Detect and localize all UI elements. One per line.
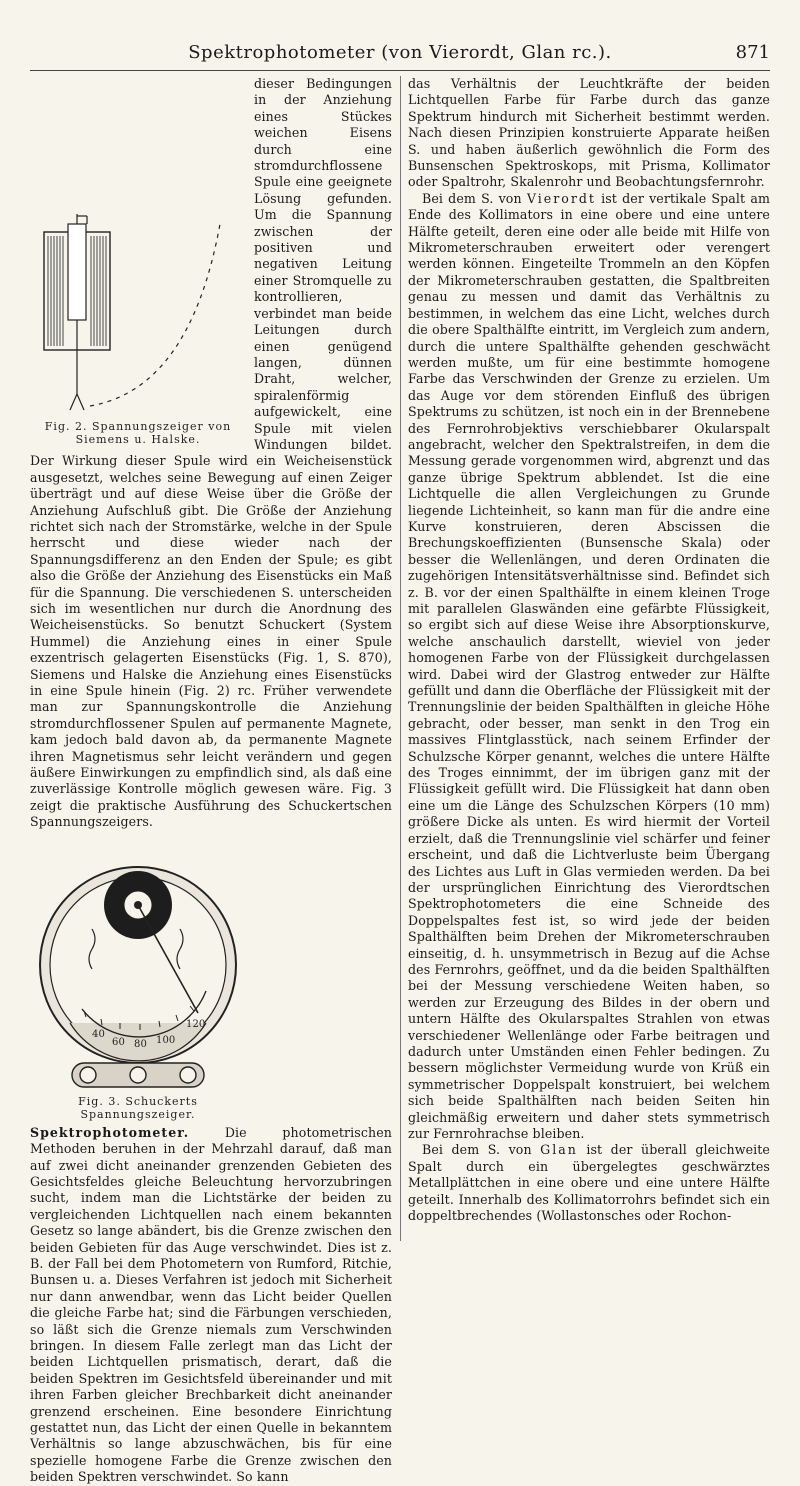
paragraph-continuation: das Verhältnis der Leuchtkräfte der beiden Lichtquellen Farbe für Farbe durch das ganze Spektrum hindurch mit Sicherheit bestimmt werden. Nach diesen Prinzipien konstruierte Apparate heißen S. und haben äußerlich gewöhnlich die Form des Bunsenschen Spektroskops, mit Prisma, Kollimator oder Spaltrohr, Skalenrohr und Beobachtungsfernrohr.	[408, 76, 770, 190]
vierordt-text: ist der vertikale Spalt am Ende des Kollimators in eine obere und eine untere Hälfte geteilt, deren eine oder alle beide mit Hilfe von Mikrometerschrauben erweitert oder verengert werden können. Eingeteilte Trommeln an den Köpfen der Mikrometerschrauben gestatten, die Spaltbreiten genau zu messen und damit das Verhältnis zu bestimmen, in welchem das eine Licht, welches durch die obere Spalthälfte eintritt, im Vergleich zum andern, durch die untere Spalthälfte gehenden geschwächt werden mußte, um für eine bestimmte homogene Farbe das Verschwinden der Grenze zu erzielen. Um das Auge vor dem störenden Einfluß des übrigen Spektrums zu schützen, ist noch ein in der Brennebene des Fernrohrobjektivs verschiebbarer Okularspalt angebracht, welcher den Spektralstreifen, in dem die Messung gerade vorgenommen wird, abgrenzt und das ganze übrige Spektrum abblendet. Ist die eine Lichtquelle die allen Vergleichungen zu Grunde liegende Lichteinheit, so kann man für die andre eine Kurve konstruieren, deren Abscissen die Brechungskoeffizienten (Bunsensche Skala) oder besser die Wellenlängen, und deren Ordinaten die zugehörigen Intensitätsverhältnisse sind. Befindet sich z. B. vor der einen Spalthälfte in einem kleinen Troge mit parallelen Glaswänden eine gefärbte Flüssigkeit, so ergibt sich auf diese Weise ihre Absorptionskurve, welche anschaulich darstellt, wieviel von jeder homogenen Farbe von der Flüssigkeit durchgelassen wird. Dabei wird der Glastrog entweder zur Hälfte gefüllt und dann die Oberfläche der Flüssigkeit mit der Trennungslinie der beiden Spalthälften in gleiche Höhe gebracht, oder besser, man senkt in den Trog ein massives Flintglasstück, nach seinem Erfinder der Schulzsche Körper genannt, welches die untere Hälfte des Troges einnimmt, der im übrigen ganz mit der Flüssigkeit gefüllt wird. Die Flüssigkeit hat dann oben eine um die Länge des Schulzschen Körpers (10 mm) größere Dicke als unten. Es wird hiermit der Vorteil erzielt, daß die Trennungslinie viel schärfer und feiner erscheint, und daß die Lichtverluste beim Übergang des Lichtes aus Luft in Glas vermieden werden. Da bei der ursprünglichen Einrichtung des Vierordtschen Spektrophotometers die eine Schneide des Doppelspaltes fest ist, so wird jede der beiden Spalthälften beim Drehen der Mikrometerschrauben einseitig, d. h. unsymmetrisch in Bezug auf die Achse des Fernrohrs, geöffnet, und da die beiden Spalthälften bei der Messung verschiedene Weiten haben, so werden zur Erzeugung des Bildes in der obern und untern Hälfte des Okularspaltes Strahlen von etwas verschiedener Wellenlänge oder Farbe beitragen und dadurch unter Umständen einen Fehler bedingen. Zu bessern möglichster Vermeidung wurde von Krüß ein symmetrischer Doppelspalt konstruiert, bei welchem sich beide Spalthälften nach beiden Seiten hin gleichmäßig erweitern und daher stets symmetrisch zur Fernrohrachse bleiben.	[408, 190, 770, 1141]
name-glan: Glan	[540, 1142, 578, 1158]
scale-label-40: 40	[92, 1028, 105, 1040]
figure-3-caption: Fig. 3. Schuckerts Spannungszeiger.	[78, 1094, 198, 1121]
running-title: Spektrophotometer (von Vierordt, Glan rc.).	[188, 42, 612, 63]
glan-text: ist der überall gleichweite Spalt durch ein übergelegtes geschwärztes Metallplättchen in eine obere und eine untere Hälfte geteilt. Innerhalb des Kollimatorrohrs befindet sich ein doppeltbrechendes (Wollastonsches oder Rochon-	[408, 1142, 770, 1224]
left-column	[30, 76, 392, 1486]
name-vierordt: Vierordt	[526, 190, 596, 206]
page-number: 871	[735, 42, 770, 63]
figure-2-caption: Fig. 2. Spannungszeiger von Siemens u. Halske.	[44, 420, 232, 446]
running-header	[30, 40, 770, 71]
scale-label-60: 60	[112, 1036, 125, 1048]
paragraph-vierordt	[408, 191, 770, 1143]
scale-label-100: 100	[156, 1034, 176, 1046]
voltmeter-siemens-illustration	[30, 214, 246, 420]
figure-2-spacer	[30, 76, 31, 214]
figure-2	[30, 214, 246, 452]
column-divider	[400, 76, 401, 1241]
paragraph-spannungszeiger: dieser Bedingungen in der Anziehung eines Stückes weichen Eisens durch eine stromdurchflossene Spule eine geeignete Lösung gefunden. Um die Spannung zwischen der positiven und negativen Leitung einer Stromquelle zu kontrollieren, verbindet man beide Leitungen durch einen genügend langen, dünnen Draht, welcher, spiralenförmig aufgewickelt, eine Spule mit vielen Windungen bildet. Der Wirkung dieser Spule wird ein Weicheisenstück ausgesetzt, welches seine Bewegung auf einen Zeiger überträgt und auf diese Weise über die Größe der Anziehung Aufschluß gibt. Die Größe der Anziehung richtet sich nach der Stromstärke, welche in der Spule herrscht und diese wieder nach der Spannungsdifferenz an den Enden der Spule; es gibt also die Größe der Anziehung des Eisenstücks ein Maß für die Spannung. Die verschiedenen S. unterscheiden sich im wesentlichen nur durch die Anordnung des Weicheisenstücks. So benutzt Schuckert (System Hummel) die Anziehung eines in einer Spule exzentrisch gelagerten Eisenstücks (Fig. 1, S. 870), Siemens und Halske die Anziehung eines Eisenstücks in eine Spule hinein (Fig. 2) rc. Früher verwendete man zur Spannungskontrolle die Anziehung stromdurchflossener Spulen auf permanente Magnete, kam jedoch bald davon ab, da permanente Magnete ihren Magnetismus sehr leicht verändern und gegen äußere Einwirkungen zu empfindlich sind, als daß eine zuverlässige Kontrolle möglich gewesen wäre. Fig. 3 zeigt die praktische Ausführung des Schuckertschen Spannungszeigers.	[30, 76, 392, 830]
vierordt-lead: Bei dem S. von	[422, 190, 527, 206]
figure-3	[30, 833, 246, 1125]
section-heading-spektrophotometer: Spektrophotometer.	[30, 1124, 190, 1140]
scale-label-80: 80	[134, 1038, 147, 1050]
scale-label-120: 120	[186, 1018, 206, 1030]
glan-lead: Bei dem S. von	[422, 1142, 541, 1158]
paragraph-glan	[408, 1142, 770, 1224]
right-column	[408, 76, 770, 1224]
spektrophotometer-text: Die photometrischen Methoden beruhen in der Mehrzahl darauf, daß man auf zwei dicht aneinander grenzenden Gebieten des Gesichtsfeldes gleiche Beleuchtung hervorzubringen sucht, indem man die Lichtstärke der beiden zu vergleichenden Lichtquellen nach einem bekannten Gesetz so lange abändert, bis die Grenze zwischen den beiden Gebieten für das Auge verschwindet. Dies ist z. B. der Fall bei dem Photometern von Rumford, Ritchie, Bunsen u. a. Dieses Verfahren ist jedoch mit Sicherheit nur dann anwendbar, wenn das Licht beider Quellen die gleiche Farbe hat; sind die Färbungen verschieden, so läßt sich die Grenze niemals zum Verschwinden bringen. In diesem Falle zerlegt man das Licht der beiden Lichtquellen prismatisch, derart, daß die beiden Spektren im Gesichtsfeld übereinander und mit ihren Farben gleicher Brechbarkeit dicht aneinander grenzend erscheinen. Eine besondere Einrichtung gestattet nun, das Licht der einen Quelle in bekanntem Verhältnis so lange abzuschwächen, bis für eine spezielle homogene Farbe die Grenze zwischen den beiden Spektren verschwindet. So kann	[30, 1124, 392, 1485]
voltmeter-schuckert-illustration	[30, 833, 246, 1095]
